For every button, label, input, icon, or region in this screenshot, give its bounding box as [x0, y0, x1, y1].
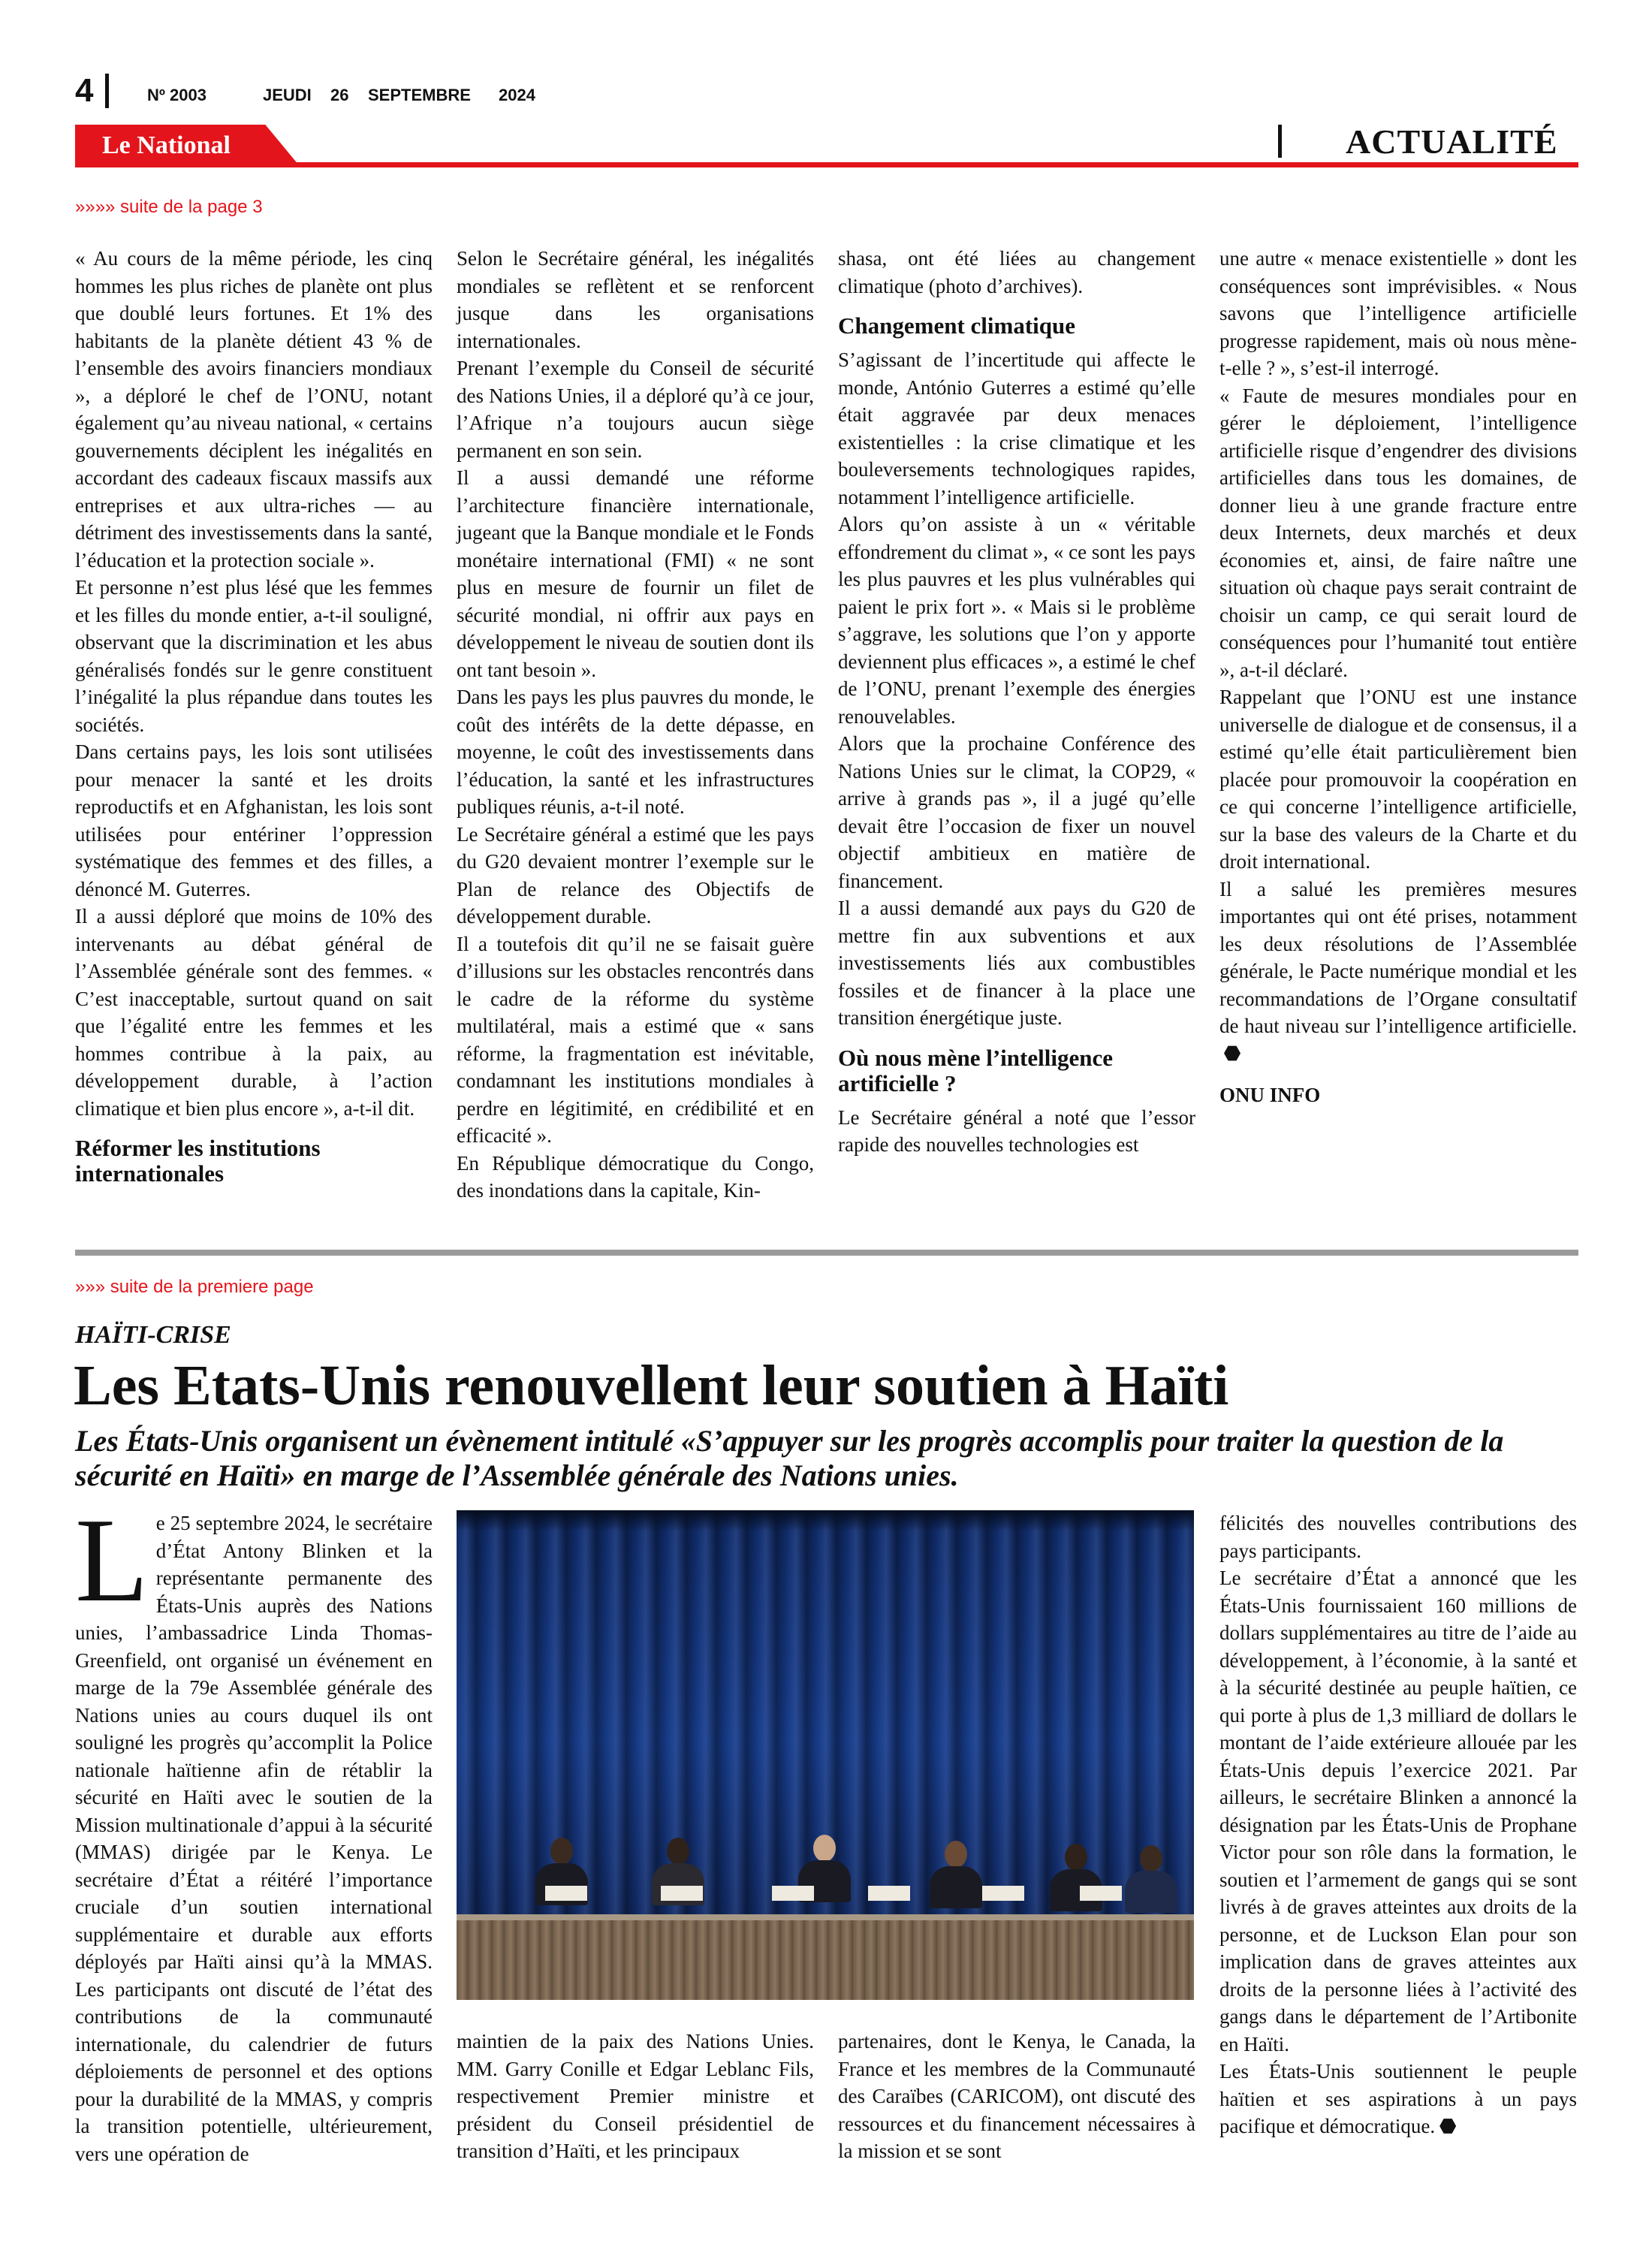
article-column-1: [75, 1493, 433, 2167]
drop-cap: L: [75, 1493, 149, 1627]
paragraph: Le Secrétaire général a noté que l’essor rapide des nouvelles technologies est: [838, 1105, 1195, 1156]
paragraph-text: Il a salué les premières mesures importantes qui ont été prises, notamment les deux résolutions de l’Assemblée générale, le Pacte numérique mondial et les recommandations de l’Organe consultatif de haut niveau sur l’intelligence artificielle.: [1219, 877, 1577, 1037]
photo-person-body: [930, 1866, 982, 1908]
photo-person-head: [550, 1838, 573, 1865]
subheading: Réformer les institutions internationales: [75, 1135, 321, 1187]
paragraph: Le secrétaire d’État a annoncé que les États-Unis fournissaient 160 millions de dollars supplémentaires au titre de l’aide au développement, à l’économie, à la santé et à la sécurité destinée au peuple haïtien, ce qui porte à plus de 1,3 milliard de dollars le montant de l’aide extérieure allouée par les États-Unis depuis l’exercice 2021. Par ailleurs, le secrétaire Blinken a annoncé la désignation par les États-Unis de Prophane Victor pour son rôle dans la formation, le soutien et l’armement de gangs qui se sont livrés à de graves atteintes aux droits de la personne, et de Luckson Elan pour son implication dans de graves atteintes aux droits de la personne liées à l’activité des gangs dans le département de l’Artibonite en Haïti.: [1219, 1567, 1577, 2055]
paragraph: Alors qu’on assiste à un « véritable effondrement du climat », « ce sont les pays les plus pauvres et les plus vulnérables qui paient le prix fort ». « Mais si le problème s’aggrave, les solutions que l’on y apporte deviennent plus efficaces », a estimé le chef de l’ONU, prenant l’exemple des énergies renouvelables.: [838, 513, 1195, 728]
brand-logo: Le National: [102, 131, 231, 159]
photo-person-head: [813, 1835, 836, 1862]
end-mark-icon: [1439, 2118, 1456, 2134]
article-headline: Les Etats-Unis renouvellent leur soutien à Haïti: [74, 1354, 1229, 1417]
subheading: Où nous mène l’intelligence artificielle ?: [838, 1044, 1113, 1096]
page-number: 4: [75, 72, 94, 109]
article-column-3: [838, 245, 1195, 1159]
section-separator: [75, 1250, 1578, 1256]
paragraph: félicités des nouvelles contributions des pays participants.: [1219, 1512, 1577, 1562]
page-number-divider: [105, 74, 109, 108]
paragraph: [1219, 2058, 1577, 2140]
paragraph: Selon le Secrétaire général, les inégalités mondiales se reflètent et se renforcent jusque dans les organisations internationales.: [457, 247, 814, 352]
section-title: ACTUALITÉ: [1346, 122, 1558, 161]
article-photo: [457, 1510, 1194, 2000]
article-column-4: [1219, 1510, 1577, 2140]
photo-nameplate: [661, 1886, 703, 1901]
paragraph: Il a aussi déploré que moins de 10% des intervenants au débat général de l’Assemblée générale sont des femmes. « C’est inacceptable, surtout quand on sait que l’égalité entre les femmes et les hommes contribue à la paix, au développement durable, à l’action climatique et bien plus encore », a-t-il dit.: [75, 905, 433, 1120]
paragraph: Il a aussi demandé aux pays du G20 de mettre fin aux subventions et aux investissements liés aux combustibles fossiles et de financer à la place une transition énergétique juste.: [838, 897, 1195, 1029]
paragraph: Dans certains pays, les lois sont utilisées pour menacer la santé et les droits reproductifs et en Afghanistan, les lois sont utilisées pour entériner l’oppression systématique des femmes et des filles, a dénoncé M. Guterres.: [75, 740, 433, 900]
paragraph: Dans les pays les plus pauvres du monde, le coût des intérêts de la dette dépasse, en moyenne, le coût des investissements dans l’éducation, la santé et les infrastructures publiques réunis, a-t-il noté.: [457, 686, 814, 818]
photo-nameplate: [545, 1886, 587, 1901]
date-month: SEPTEMBRE: [368, 86, 471, 104]
paragraph-text: Les États-Unis soutiennent le peuple haïtien et ses aspirations à un pays pacifique et démocratique.: [1219, 2060, 1577, 2137]
paragraph: une autre « menace existentielle » dont les conséquences sont imprévisibles. « Nous savons que l’intelligence artificielle progresse rapidement, mais où nous mène-t-elle ? », s’est-il interrogé.: [1219, 247, 1577, 379]
photo-person-head: [945, 1841, 967, 1868]
photo-table-skirt: [457, 1920, 1194, 2000]
paragraph: [1219, 876, 1577, 1068]
photo-person-body: [1125, 1871, 1177, 1913]
article-column-4: [1219, 245, 1577, 1115]
header-rule: [75, 162, 1578, 167]
continuation-note: »»»» suite de la page 3: [75, 197, 263, 217]
photo-person-head: [1065, 1844, 1087, 1871]
photo-nameplate: [772, 1886, 814, 1901]
continuation-note: »»» suite de la premiere page: [75, 1277, 314, 1297]
photo-nameplate: [1080, 1886, 1122, 1901]
article-column-1: [75, 245, 433, 1194]
photo-person-head: [667, 1838, 689, 1865]
end-mark-icon: [1224, 1045, 1241, 1062]
paragraph: Rappelant que l’ONU est une instance universelle de dialogue et de consensus, il a estimé qu’elle était particulièrement bien placée pour promouvoir la coopération en ce qui concerne l’intelligence artificielle, sur la base des valeurs de la Charte et du droit international.: [1219, 686, 1577, 873]
photo-curtain-shadow: [457, 1510, 1194, 1531]
photo-nameplate: [868, 1886, 910, 1901]
paragraph-text: e 25 septembre 2024, le secrétaire d’État Antony Blinken et la représentante permanente des États-Unis auprès des Nations unies, l’ambassadrice Linda Thomas-Greenfield, ont organisé un événement en marge de la 79e Assemblée générale des Nations unies au cours duquel ils ont souligné les progrès qu’accomplit la Police nationale haïtienne afin de rétablir la sécurité en Haïti avec le soutien de la Mission multinationale d’appui à la sécurité (MMAS) dirigée par le Kenya. Le secrétaire d’État a réitéré l’importance cruciale d’un soutien international supplémentaire et durable aux efforts déployés par Haïti ainsi qu’à la MMAS. Les participants ont discuté de l’état des contributions de la communauté internationale, du calendrier de futurs déploiements de personnel et des options pour la durabilité de la MMAS, y compris la transition potentielle, ultérieurement, vers une opération de: [75, 1512, 433, 2165]
paragraph: Le Secrétaire général a estimé que les pays du G20 devaient montrer l’exemple sur le Plan de relance des Objectifs de développement durable.: [457, 822, 814, 927]
photo-person-head: [1140, 1845, 1162, 1872]
article-column-3: [838, 2028, 1195, 2165]
article-column-2: [457, 2028, 814, 2165]
paragraph: « Au cours de la même période, les cinq hommes les plus riches de planète ont plus que doublé leurs fortunes. Et 1% des habitants de la planète détient 43 % de l’ensemble des avoirs financiers mondiaux », a déploré le chef de l’ONU, notant également qu’au niveau national, « certains gouvernements déciplent les inégalités en accordant des cadeaux fiscaux massifs aux entreprises et aux ultra-riches — au détriment des investissements dans la santé, l’éducation et la protection sociale ».: [75, 247, 433, 572]
article-standfirst: Les États-Unis organisent un évènement intitulé «S’appuyer sur les progrès accomplis pour traiter la question de la sécurité en Haïti» en marge de l’Assemblée générale des Nations unies.: [75, 1424, 1504, 1492]
photo-nameplate: [982, 1886, 1024, 1901]
article-credit: ONU INFO: [1219, 1084, 1321, 1106]
paragraph: shasa, ont été liées au changement climatique (photo d’archives).: [838, 247, 1195, 297]
paragraph: maintien de la paix des Nations Unies. MM. Garry Conille et Edgar Leblanc Fils, respectivement Premier ministre et président du Conseil présidentiel de transition d’Haïti, et les principaux: [457, 2030, 814, 2162]
paragraph: En République démocratique du Congo, des inondations dans la capitale, Kin-: [457, 1151, 814, 1202]
date-year: 2024: [499, 86, 535, 104]
paragraph: Alors que la prochaine Conférence des Nations Unies sur le climat, la COP29, « arrive à grands pas », il a jugé qu’elle devait être l’occasion de fixer un nouvel objectif ambitieux en matière de financement.: [838, 732, 1195, 892]
date-day: 26: [330, 86, 349, 104]
subheading: Changement climatique: [838, 312, 1076, 339]
paragraph: « Faute de mesures mondiales pour en gérer le déploiement, l’intelligence artificielle risque d’engendrer des divisions artificielles dans tous les domaines, de donner lieu à une grande fracture entre deux Internets, deux marchés et deux économies et, ainsi, de faire naître une situation où chaque pays serait contraint de choisir un camp, ce qui serait lourd de conséquences pour l’humanité tout entière », a-t-il déclaré.: [1219, 384, 1577, 681]
paragraph: S’agissant de l’incertitude qui affecte le monde, António Guterres a estimé qu’elle était aggravée par deux menaces existentielles : la crise climatique et les bouleversements technologiques rapides, notamment l’intelligence artificielle.: [838, 348, 1195, 508]
paragraph: Prenant l’exemple du Conseil de sécurité des Nations Unies, il a déploré qu’à ce jour, l’Afrique n’a toujours aucun siège permanent en son sein.: [457, 357, 814, 462]
paragraph: Il a toutefois dit qu’il ne se faisait guère d’illusions sur les obstacles rencontrés dans le cadre de la réforme du système multilatéral, mais a estimé que « sans réforme, la fragmentation est inévitable, condamnant les institutions mondiales à perdre en légitimité, en crédibilité et en efficacité ».: [457, 932, 814, 1147]
paragraph: Il a aussi demandé une réforme l’architecture financière internationale, jugeant que la Banque mondiale et le Fonds monétaire international (FMI) « ne sont plus en mesure de fournir un filet de sécurité mondial, ni offrir aux pays en développement le niveau de soutien dont ils ont tant besoin ».: [457, 466, 814, 681]
section-divider: [1278, 125, 1282, 158]
article-column-2: [457, 245, 814, 1205]
date-weekday: JEUDI: [263, 86, 312, 104]
paragraph: partenaires, dont le Kenya, le Canada, la France et les membres de la Communauté des Caraïbes (CARICOM), ont discuté des ressources et du financement nécessaires à la mission et se sont: [838, 2030, 1195, 2162]
paragraph: [75, 1493, 433, 2167]
issue-number: Nº 2003: [147, 86, 206, 104]
paragraph: Et personne n’est plus lésé que les femmes et les filles du monde entier, a-t-il souligné, observant que la discrimination et les abus généralisés fondés sur le genre constituent l’inégalité la plus répandue dans toutes les sociétés.: [75, 576, 433, 736]
article-kicker: HAÏTI-CRISE: [75, 1321, 231, 1349]
